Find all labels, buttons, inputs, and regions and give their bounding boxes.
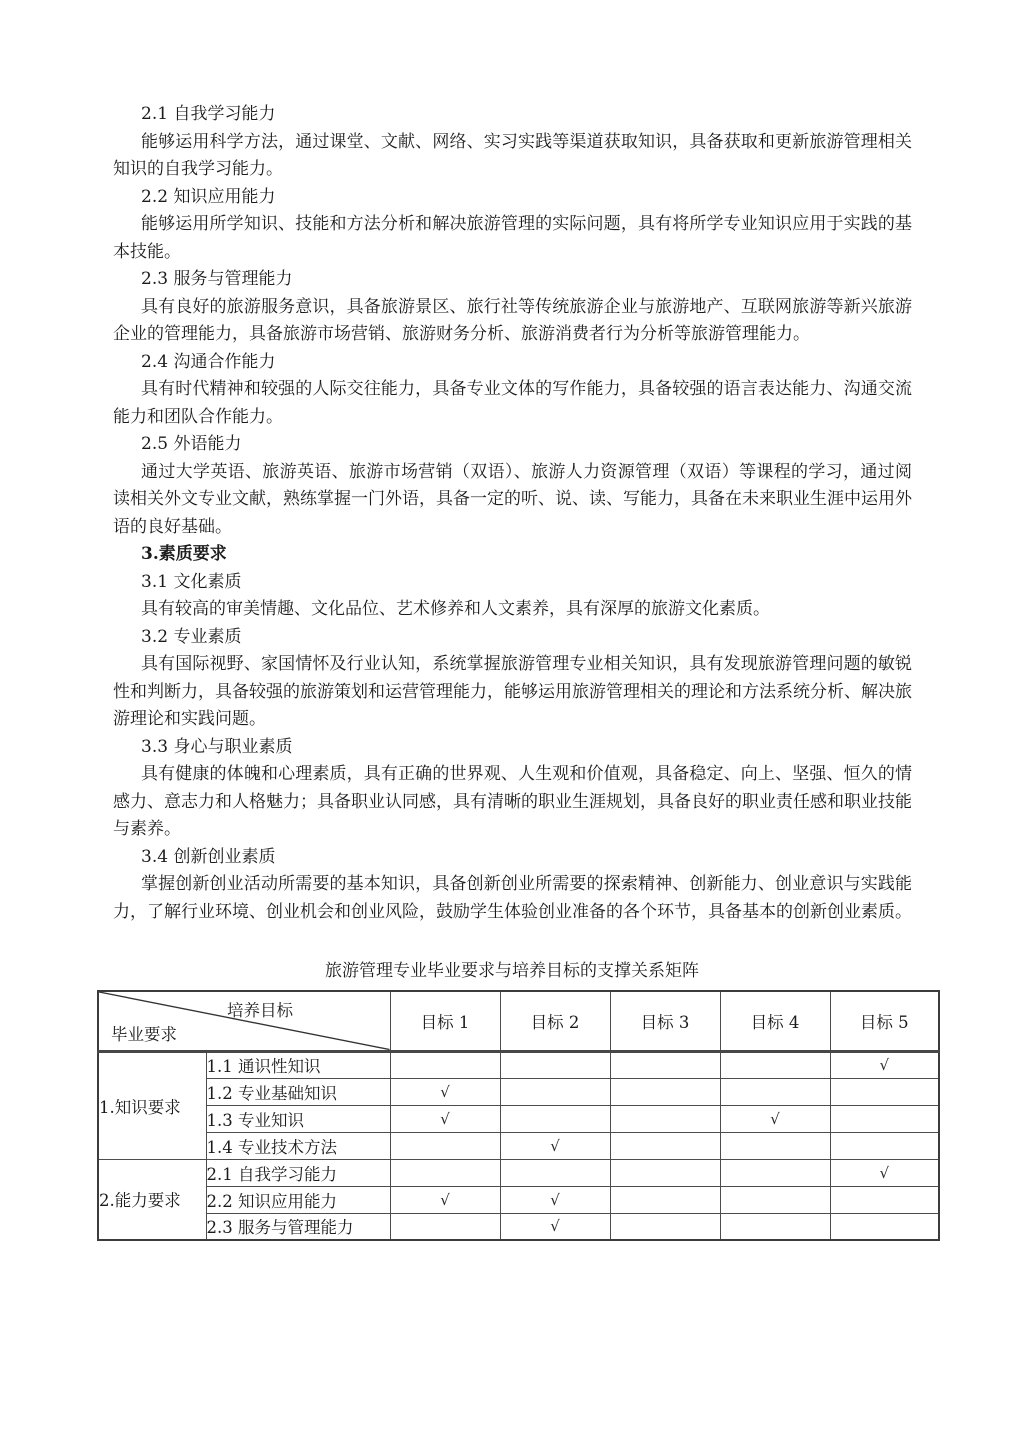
- table-row: [98, 1051, 939, 1078]
- support-checkmark-cell: √: [720, 1105, 830, 1132]
- section-heading: 2.2 知识应用能力: [141, 186, 276, 207]
- empty-cell: [830, 1078, 939, 1105]
- requirement-label: 2.2 知识应用能力: [206, 1186, 390, 1213]
- requirement-group-label: 2.能力要求: [98, 1159, 206, 1240]
- empty-cell: [830, 1132, 939, 1159]
- empty-cell: [610, 1213, 720, 1240]
- section-heading: 2.3 服务与管理能力: [141, 269, 293, 289]
- empty-cell: [390, 1132, 500, 1159]
- empty-cell: [390, 1051, 500, 1078]
- support-checkmark-cell: √: [500, 1186, 610, 1213]
- section-heading: 3.2 专业素质: [141, 626, 242, 647]
- support-checkmark-cell: √: [500, 1213, 610, 1240]
- empty-cell: [500, 1051, 610, 1078]
- empty-cell: [720, 1186, 830, 1213]
- empty-cell: [830, 1213, 939, 1240]
- requirement-label: 1.4 专业技术方法: [206, 1132, 390, 1159]
- paragraph: 具有健康的体魄和心理素质，具有正确的世界观、人生观和价值观，具备稳定、向上、坚强、恒久的情感力、意志力和人格魅力；具备职业认同感，具有清晰的职业生涯规划，具备良好的职业责任感和职业技能与素养。: [113, 764, 912, 839]
- section-heading: 3.4 创新创业素质: [141, 846, 276, 867]
- support-checkmark-cell: √: [390, 1186, 500, 1213]
- goal-column-header: 目标 3: [610, 991, 720, 1051]
- requirement-group-label: 1.知识要求: [98, 1051, 206, 1159]
- empty-cell: [390, 1159, 500, 1186]
- requirement-label: 1.3 专业知识: [206, 1105, 390, 1132]
- table-row: [98, 1159, 939, 1186]
- support-matrix-table: [97, 990, 940, 1241]
- support-checkmark-cell: √: [390, 1105, 500, 1132]
- table-row: [98, 1213, 939, 1240]
- matrix-corner-cell: [98, 991, 390, 1051]
- empty-cell: [390, 1213, 500, 1240]
- section-heading: 2.4 沟通合作能力: [141, 351, 276, 372]
- empty-cell: [610, 1105, 720, 1132]
- goal-column-header: 目标 5: [830, 991, 939, 1051]
- table-row: [98, 1078, 939, 1105]
- goal-column-header: 目标 1: [390, 991, 500, 1051]
- paragraph: 具有较高的审美情趣、文化品位、艺术修养和人文素养，具有深厚的旅游文化素质。: [141, 599, 770, 619]
- paragraph: 通过大学英语、旅游英语、旅游市场营销（双语）、旅游人力资源管理（双语）等课程的学习，通过阅读相关外文专业文献，熟练掌握一门外语，具备一定的听、说、读、写能力，具备在未来职业生涯中运用外语的良好基础。: [113, 461, 912, 537]
- empty-cell: [830, 1105, 939, 1132]
- section-heading: 3.3 身心与职业素质: [141, 736, 293, 757]
- empty-cell: [720, 1078, 830, 1105]
- empty-cell: [720, 1213, 830, 1240]
- paragraph: 具有时代精神和较强的人际交往能力，具备专业文体的写作能力，具备较强的语言表达能力、沟通交流能力和团队合作能力。: [113, 379, 912, 427]
- matrix-body: [98, 1051, 939, 1240]
- matrix-table-title: 旅游管理专业毕业要求与培养目标的支撑关系矩阵: [325, 961, 699, 981]
- requirement-label: 2.1 自我学习能力: [206, 1159, 390, 1186]
- requirement-label: 2.3 服务与管理能力: [206, 1213, 390, 1240]
- table-row: [98, 1105, 939, 1132]
- paragraph: 能够运用科学方法，通过课堂、文献、网络、实习实践等渠道获取知识，具备获取和更新旅游管理相关知识的自我学习能力。: [113, 131, 912, 179]
- empty-cell: [500, 1078, 610, 1105]
- requirement-label: 1.1 通识性知识: [206, 1051, 390, 1078]
- support-checkmark-cell: √: [830, 1159, 939, 1186]
- matrix-header-row: [98, 991, 939, 1051]
- empty-cell: [720, 1132, 830, 1159]
- paragraph: 掌握创新创业活动所需要的基本知识，具备创新创业所需要的探索精神、创新能力、创业意识与实践能力，了解行业环境、创业机会和创业风险，鼓励学生体验创业准备的各个环节，具备基本的创新创业素质。: [113, 874, 912, 922]
- document-body: [113, 101, 912, 926]
- empty-cell: [610, 1051, 720, 1078]
- paragraph: 具有国际视野、家国情怀及行业认知，系统掌握旅游管理专业相关知识，具有发现旅游管理问题的敏锐性和判断力，具备较强的旅游策划和运营管理能力，能够运用旅游管理相关的理论和方法系统分析、解决旅游理论和实践问题。: [113, 654, 912, 729]
- matrix-table-wrap: [97, 990, 940, 1241]
- section-heading: 2.5 外语能力: [141, 434, 242, 454]
- support-checkmark-cell: √: [830, 1051, 939, 1078]
- empty-cell: [500, 1159, 610, 1186]
- section-heading: 3.1 文化素质: [141, 571, 242, 592]
- support-checkmark-cell: √: [390, 1078, 500, 1105]
- requirement-label: 1.2 专业基础知识: [206, 1078, 390, 1105]
- corner-label-training-goals: 培养目标: [227, 1001, 293, 1020]
- table-row: [98, 1132, 939, 1159]
- empty-cell: [720, 1051, 830, 1078]
- paragraph: 能够运用所学知识、技能和方法分析和解决旅游管理的实际问题，具有将所学专业知识应用于实践的基本技能。: [113, 214, 912, 262]
- section-heading: 3.素质要求: [141, 544, 227, 564]
- empty-cell: [610, 1186, 720, 1213]
- goal-column-header: 目标 2: [500, 991, 610, 1051]
- empty-cell: [610, 1132, 720, 1159]
- empty-cell: [720, 1159, 830, 1186]
- table-row: [98, 1186, 939, 1213]
- corner-label-graduation-requirements: 毕业要求: [111, 1024, 177, 1044]
- empty-cell: [500, 1105, 610, 1132]
- empty-cell: [610, 1159, 720, 1186]
- goal-column-header: 目标 4: [720, 991, 830, 1051]
- empty-cell: [610, 1078, 720, 1105]
- section-heading: 2.1 自我学习能力: [141, 104, 276, 124]
- support-checkmark-cell: √: [500, 1132, 610, 1159]
- paragraph: 具有良好的旅游服务意识，具备旅游景区、旅行社等传统旅游企业与旅游地产、互联网旅游等新兴旅游企业的管理能力，具备旅游市场营销、旅游财务分析、旅游消费者行为分析等旅游管理能力。: [113, 296, 912, 344]
- empty-cell: [830, 1186, 939, 1213]
